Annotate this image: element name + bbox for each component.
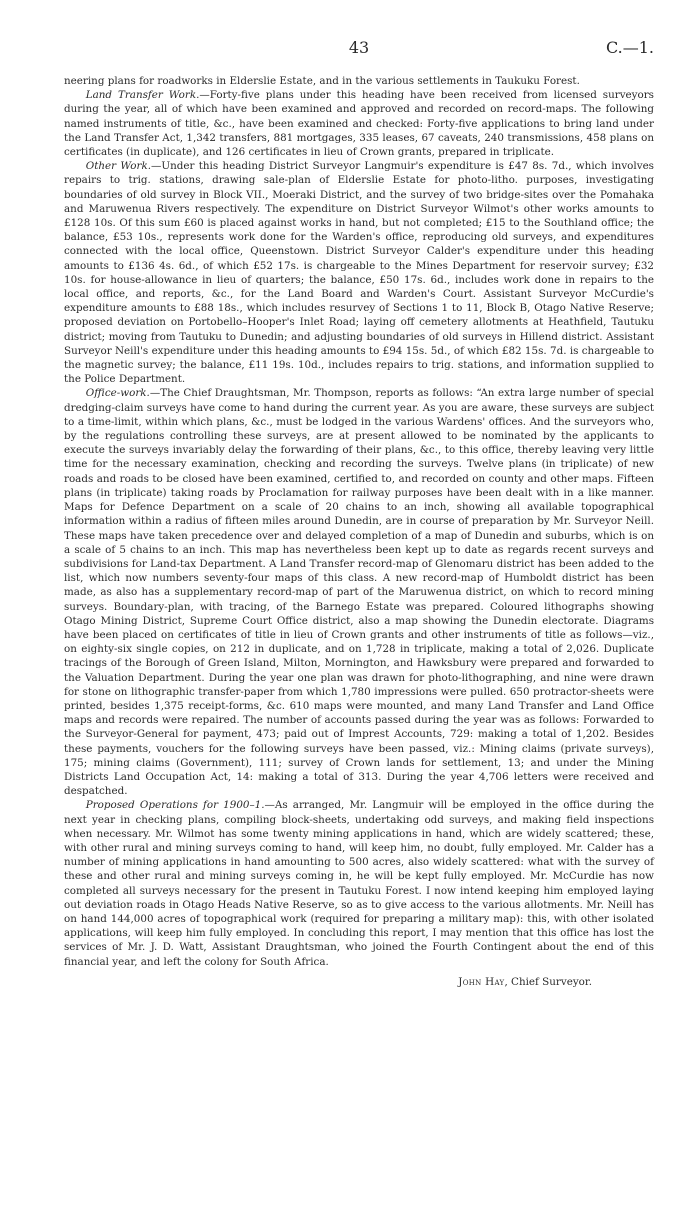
signatory-title: , Chief Surveyor. — [504, 975, 592, 988]
paragraph-land-transfer-work — [64, 88, 654, 159]
report-body — [64, 74, 654, 969]
section-heading: Office-work. — [85, 387, 150, 400]
signatory-name: John Hay — [458, 975, 505, 988]
paragraph-text: —The Chief Draughtsman, Mr. Thompson, reports as follows: “An extra large number of special dredging-claim surveys have come to hand during the current year. As you are aware, these surveys are subject to a time-limit, within which plans, &c., must be lodged in the various Wardens' offices. And the surveyors who, by the regulations controlling these surveys, are at present allowed to be nominated by the applicants to execute the surveys invariably delay the forwarding of their plans, &c., to this office, thereby leaving very little time for the necessary examination, checking and recording the surveys. Twelve plans (in triplicate) of new roads and roads to be closed have been examined, certified to, and recorded on county and other maps. Fifteen plans (in triplicate) taking roads by Proclamation for railway purposes have been dealt with in a like manner. Maps for Defence Department on a scale of 20 chains to an inch, showing all available topographical information within a radius of fifteen miles around Dunedin, are in course of preparation by Mr. Surveyor Neill. These maps have taken precedence over and delayed completion of a map of Dunedin and suburbs, which is on a scale of 5 chains to an inch. This map has nevertheless been kept up to date as regards recent surveys and subdivisions for Land-tax Department. A Land Transfer record-map of Glenomaru district has been added to the list, which now numbers seventy-four maps of this class. A new record-map of Humboldt district has been made, as also has a supplementary record-map of part of the Maruwenua district, on which to record mining surveys. Boundary-plan, with tracing, of the Barnego Estate was prepared. Coloured lithographs showing Otago Mining District, Supreme Court Office district, also a map showing the Dunedin electorate. Diagrams have been placed on certificates of title in lieu of Crown grants and other instruments of title as follows—viz., on eighty-six single copies, on 212 in duplicate, and on 1,728 in triplicate, making a total of 2,026. Duplicate tracings of the Borough of Green Island, Milton, Mornington, and Hawksbury were prepared and forwarded to the Valuation Department. During the year one plan was drawn for photo-lithographing, and nine were drawn for stone on lithographic transfer-paper from which 1,780 impressions were pulled. 650 protractor-sheets were printed, besides 1,375 receipt-forms, &c. 610 maps were mounted, and many Land Transfer and Land Office maps and records were repaired. The number of accounts passed during the year was as follows: Forwarded to the Surveyor-General for payment, 473; paid out of Imprest Accounts, 729: making a total of 1,202. Besides these payments, vouchers for the following surveys have been passed, viz.: Mining claims (private surveys), 175; mining claims (Government), 111; survey of Crown lands for settlement, 13; and under the Mining Districts Land Occupation Act, 14: making a total of 313. During the year 4,706 letters were received and despatched. — [64, 387, 654, 798]
paragraph-other-work — [64, 159, 654, 386]
paragraph-continuation — [64, 74, 654, 88]
document-reference: C.—1. — [605, 38, 654, 57]
signature-line — [64, 975, 654, 989]
section-heading: Other Work. — [85, 160, 152, 173]
paragraph-text: —Forty-five plans under this heading have been received from licensed surveyors during the year, all of which have been examined and approved and recorded on record-maps. The following named instruments of title, &c., have been examined and checked: Forty-five applications to bring land under the Land Transfer Act, 1,342 transfers, 881 mortgages, 335 leases, 67 caveats, 240 transmissions, 458 plans on certificates (in duplicate), and 126 certificates in lieu of Crown grants, prepared in triplicate. — [64, 89, 654, 159]
page-number: 43 — [348, 38, 370, 57]
paragraph-text: —As arranged, Mr. Langmuir will be employed in the office during the next year in checking plans, compiling block-sheets, undertaking odd surveys, and making field inspections when necessary. Mr. Wilmot has some twenty mining applications in hand, which are widely scattered; these, with other rural and mining surveys coming to hand, will keep him, no doubt, fully employed. Mr. Calder has a number of mining applications in hand amounting to 500 acres, also widely scattered: what with the survey of these and other rural and mining surveys coming in, he will be kept fully employed. Mr. McCurdie has now completed all surveys necessary for the present in Tautuku Forest. I now intend keeping him employed laying out deviation roads in Otago Heads Native Reserve, so as to give access to the various allotments. Mr. Neill has on hand 144,000 acres of topographical work (required for preparing a military map): this, with other isolated applications, will keep him fully employed. In concluding this report, I may mention that this office has lost the services of Mr. J. D. Watt, Assistant Draughtsman, who joined the Fourth Contingent about the end of this financial year, and left the colony for South Africa. — [64, 799, 655, 968]
section-heading: Land Transfer Work. — [85, 89, 200, 102]
paragraph-text: neering plans for roadworks in Elderslie Estate, and in the various settlements in Taukuku Forest. — [64, 75, 580, 87]
paragraph-text: —Under this heading District Surveyor Langmuir's expenditure is £47 8s. 7d., which involves repairs to trig. stations, drawing sale-plan of Elderslie Estate for photo-litho. purposes, investigating boundaries of old survey in Block VII., Moeraki District, and the survey of two bridge-sites over the Pomahaka and Maruwenua Rivers respectively. The expenditure on District Surveyor Wilmot's other works amounts to £128 10s. Of this sum £60 is placed against works in hand, but not completed; £15 to the Southland office; the balance, £53 10s., represents work done for the Warden's office, reproducing old surveys, and expenditures connected with the local office, Queenstown. District Surveyor Calder's expenditure under this heading amounts to £136 4s. 6d., of which £52 17s. is chargeable to the Mines Department for reservoir survey; £32 10s. for house-allowance in lieu of quarters; the balance, £50 17s. 6d., includes work done in repairs to the local office, and reports, &c., for the Land Board and Warden's Court. Assistant Surveyor McCurdie's expenditure amounts to £88 18s., which includes resurvey of Sections 1 to 11, Block B, Otago Native Reserve; proposed deviation on Portobello–Hooper's Inlet Road; laying off cemetery allotments at Heathfield, Tautuku district; moving from Tautuku to Dunedin; and adjusting boundaries of old surveys in Hillend district. Assistant Surveyor Neill's expenditure under this heading amounts to £94 15s. 5d., of which £82 15s. 7d. is chargeable to the magnetic survey; the balance, £11 19s. 10d., includes repairs to trig. stations, and information supplied to the Police Department. — [64, 160, 654, 386]
page-header — [64, 38, 654, 66]
paragraph-proposed-operations — [64, 798, 654, 968]
section-heading: Proposed Operations for 1900–1. — [85, 799, 265, 812]
paragraph-office-work — [64, 386, 654, 798]
